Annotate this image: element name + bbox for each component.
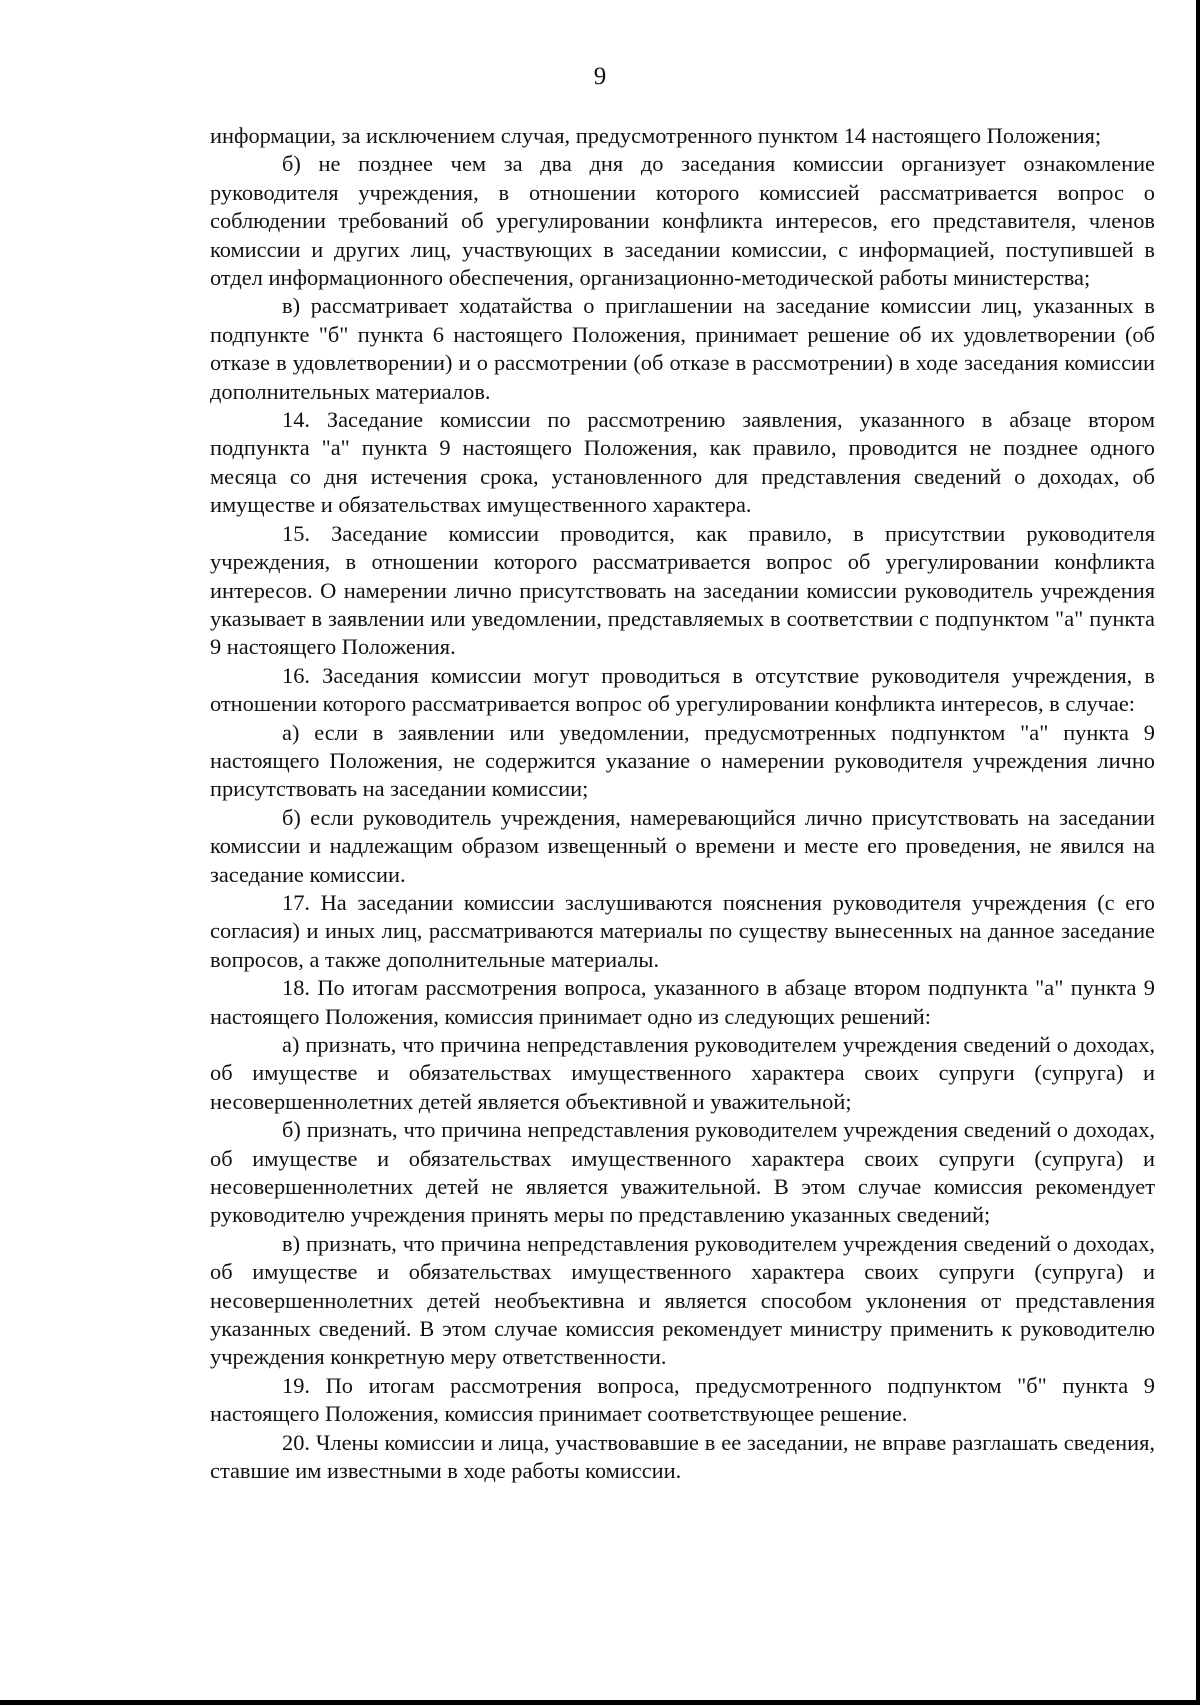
- page-number: 9: [593, 63, 607, 90]
- scan-edge-right: [1196, 0, 1200, 1705]
- paragraph-18b: б) признать, что причина непредставления руководителем учреждения сведений о доходах, об имуществе и обязательствах имущественного характера своих супруги (супруга) и несовершеннолетних детей не является уважительной. В этом случае комиссия рекомендует руководителю учреждения принять меры по представлению указанных сведений;: [210, 1117, 1155, 1228]
- paragraph-18: 18. По итогам рассмотрения вопроса, указанного в абзаце втором подпункта "а" пункта 9 настоящего Положения, комиссия принимает одно из следующих решений:: [210, 975, 1155, 1029]
- paragraph-15: 15. Заседание комиссии проводится, как правило, в присутствии руководителя учреждения, в отношении которого рассматривается вопрос об урегулировании конфликта интересов. О намерении лично присутствовать на заседании комиссии руководитель учреждения указывает в заявлении или уведомлении, представляемых в соответствии с подпунктом "а" пункта 9 настоящего Положения.: [210, 520, 1155, 660]
- paragraph-16a: а) если в заявлении или уведомлении, предусмотренных подпунктом "а" пункта 9 настоящего Положения, не содержится указание о намерении руководителя учреждения лично присутствовать на заседании комиссии;: [210, 719, 1155, 802]
- paragraph-13v: в) рассматривает ходатайства о приглашении на заседание комиссии лиц, указанных в подпункте "б" пункта 6 настоящего Положения, принимает решение об их удовлетворении (об отказе в удовлетворении) и о рассмотрении (об отказе в рассмотрении) в ходе заседания комиссии дополнительных материалов.: [210, 293, 1155, 404]
- scan-edge-bottom: [0, 1700, 1200, 1705]
- paragraph-17: 17. На заседании комиссии заслушиваются пояснения руководителя учреждения (с его согласия) и иных лиц, рассматриваются материалы по существу вынесенных на данное заседание вопросов, а также дополнительные материалы.: [210, 889, 1155, 972]
- paragraph-18a: а) признать, что причина непредставления руководителем учреждения сведений о доходах, об имуществе и обязательствах имущественного характера своих супруги (супруга) и несовершеннолетних детей является объективной и уважительной;: [210, 1032, 1155, 1114]
- paragraph-16: 16. Заседания комиссии могут проводиться в отсутствие руководителя учреждения, в отношении которого рассматривается вопрос об урегулировании конфликта интересов, в случае:: [210, 662, 1155, 717]
- paragraph-19: 19. По итогам рассмотрения вопроса, предусмотренного подпунктом "б" пункта 9 настоящего Положения, комиссия принимает соответствующее решение.: [210, 1372, 1155, 1427]
- paragraph-14: 14. Заседание комиссии по рассмотрению заявления, указанного в абзаце втором подпункта "а" пункта 9 настоящего Положения, как правило, проводится не позднее одного месяца со дня истечения срока, установленного для представления сведений о доходах, об имуществе и обязательствах имущественного характера.: [210, 407, 1155, 518]
- paragraph-18v: в) признать, что причина непредставления руководителем учреждения сведений о доходах, об имуществе и обязательствах имущественного характера своих супруги (супруга) и несовершеннолетних детей необъективна и является способом уклонения от представления указанных сведений. В этом случае комиссия рекомендует министру применить к руководителю учреждения конкретную меру ответственности.: [210, 1230, 1155, 1370]
- paragraph-continuation: информации, за исключением случая, предусмотренного пунктом 14 настоящего Положения;: [210, 123, 1102, 148]
- paragraph-13b: б) не позднее чем за два дня до заседания комиссии организует ознакомление руководителя учреждения, в отношении которого комиссией рассматривается вопрос о соблюдении требований об урегулировании конфликта интересов, его представителя, членов комиссии и других лиц, участвующих в заседании комиссии, с информацией, поступившей в отдел информационного обеспечения, организационно-методической работы министерства;: [210, 151, 1155, 291]
- document-body: [210, 122, 1155, 1486]
- paragraph-16b: б) если руководитель учреждения, намеревающийся лично присутствовать на заседании комиссии и надлежащим образом извещенный о времени и месте его проведения, не явился на заседание комиссии.: [210, 804, 1155, 887]
- paragraph-20: 20. Члены комиссии и лица, участвовавшие в ее заседании, не вправе разглашать сведения, ставшие им известными в ходе работы комиссии.: [210, 1429, 1155, 1484]
